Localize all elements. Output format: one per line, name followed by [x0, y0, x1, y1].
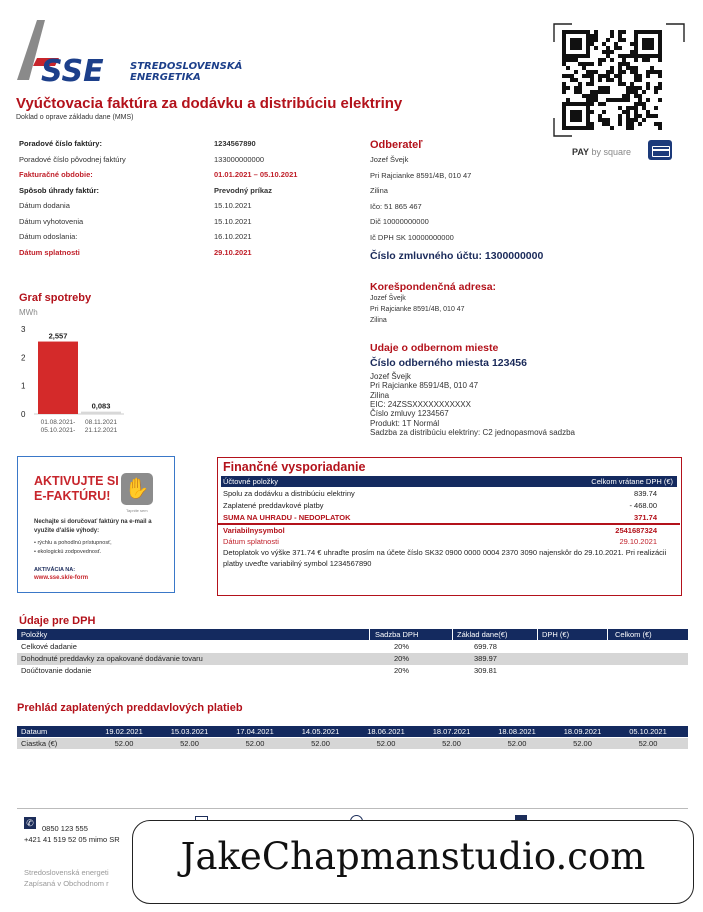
- footer-phone-1: 0850 123 555: [42, 824, 88, 833]
- footer-company-1: Stredoslovenská energeti: [24, 868, 109, 877]
- watermark-box: [132, 820, 694, 904]
- y-tick-label: 2: [21, 353, 26, 363]
- vat-cell: Dohodnuté preddavky za opakované dodávanie tovaru: [21, 654, 203, 663]
- vat-column-header: Sadzba DPH: [375, 630, 419, 639]
- vs-value: 2541687324: [615, 526, 657, 535]
- advance-amount: 52.00: [638, 739, 658, 748]
- logo-line1: STREDOSLOVENSKÁ: [130, 61, 243, 72]
- advance-date: 18.06.2021: [367, 727, 405, 736]
- invoice-field-label: Spôsob úhrady faktúr:: [19, 185, 100, 195]
- invoice-field-label: Poradové číslo pôvodnej faktúry: [19, 154, 126, 164]
- due-label: Dátum splatnosti: [223, 537, 279, 546]
- document-subtitle: Doklad o oprave základu dane (MMS): [16, 114, 134, 121]
- address-line: Zilina: [370, 390, 390, 400]
- settlement-divider: [218, 523, 680, 525]
- advance-date: 15.03.2021: [170, 727, 209, 736]
- vat-row: [17, 653, 688, 665]
- tap-hand-icon: ✋: [121, 473, 153, 505]
- bar-value-label: 2,557: [48, 331, 68, 341]
- due-value: 29.10.2021: [619, 537, 657, 546]
- address-line: Pri Rajcianke 8591/4B, 010 47: [370, 381, 479, 391]
- vat-cell: 20%: [394, 666, 410, 675]
- address-line: Ič DPH SK 10000000000: [370, 232, 454, 242]
- efaktura-title-2: E-FAKTÚRU!: [34, 489, 111, 503]
- advance-date: 18.07.2021: [432, 727, 471, 736]
- vat-cell: 20%: [394, 654, 410, 663]
- logo-line2: ENERGETIKA: [130, 72, 201, 83]
- vat-column-header: DPH (€): [542, 630, 570, 639]
- qr-panel: [552, 22, 686, 162]
- settlement-heading: Finančné vysporiadanie: [223, 460, 366, 474]
- efaktura-banner[interactable]: [17, 456, 175, 593]
- qr-code-icon[interactable]: [562, 30, 662, 130]
- settlement-header-row: [221, 476, 677, 487]
- contract-account: Číslo zmluvného účtu: 1300000000: [370, 250, 544, 262]
- vat-column-header: Celkom (€): [615, 630, 652, 639]
- efaktura-bullet-2: • ekologickú zodpovednosť.: [34, 549, 102, 555]
- advance-amount: 52.00: [180, 739, 199, 748]
- invoice-field-label: Dátum dodania: [19, 201, 70, 210]
- footer-divider: [17, 808, 688, 809]
- invoice-field-value: Prevodný príkaz: [214, 185, 272, 195]
- consumption-heading: Udaje o odbernom mieste: [370, 342, 499, 354]
- x-tick-label: 05.10.2021-: [40, 427, 76, 434]
- total-label: SUMA NA UHRADU - NEDOPLATOK: [223, 513, 351, 522]
- settlement-row-label: Zaplatené preddavkové platby: [223, 501, 324, 510]
- vat-col-divider: [607, 629, 608, 640]
- vat-cell: 389.97: [474, 654, 497, 663]
- x-tick-label: 01.08.2021-: [40, 419, 76, 426]
- advance-amount: 52.00: [573, 739, 592, 748]
- chart-title: Graf spotreby: [19, 292, 92, 304]
- efaktura-title-1: AKTIVUJTE SI: [34, 474, 119, 488]
- correspondence-heading: Korešpondenčná adresa:: [370, 281, 497, 293]
- chart-ylabel: MWh: [19, 308, 38, 317]
- settlement-row-value: 839.74: [634, 489, 657, 498]
- bar-value-label: 0,083: [91, 401, 111, 411]
- efaktura-activation-label: AKTIVÁCIA NA:: [34, 567, 76, 573]
- advance-date: 19.02.2021: [105, 727, 143, 736]
- col-items-header: Účtovné položky: [223, 477, 279, 486]
- svg-text:SSE: SSE: [41, 54, 104, 88]
- advance-date: 05.10.2021: [629, 727, 667, 736]
- total-value: 371.74: [634, 513, 657, 522]
- watermark-text: JakeChapmanstudio.com: [180, 835, 646, 878]
- invoice-field-value: 15.10.2021: [214, 216, 252, 226]
- advance-amount: 52.00: [114, 739, 134, 748]
- advances-amount-label: Ciastka (€): [21, 739, 58, 748]
- advance-date: 18.09.2021: [563, 727, 602, 736]
- vat-col-divider: [369, 629, 370, 640]
- advance-amount: 52.00: [442, 739, 461, 748]
- efaktura-url[interactable]: www.sse.sk/e-form: [34, 575, 89, 581]
- footer-phone-2: +421 41 519 52 05 mimo SR: [24, 835, 120, 844]
- y-tick-label: 0: [21, 410, 26, 419]
- settlement-box: [217, 457, 682, 596]
- bar: [81, 412, 121, 414]
- address-line: Pri Rajcianke 8591/4B, 010 47: [370, 306, 465, 313]
- footer-company-2: Zapísaná v Obchodnom r: [24, 879, 109, 888]
- advance-date: 14.05.2021: [301, 727, 340, 736]
- vat-header-row: [17, 629, 688, 640]
- address-line: EIC: 24ZSSXXXXXXXXXXX: [370, 399, 471, 409]
- invoice-field-value: 1234567890: [214, 139, 256, 148]
- due-row: [223, 537, 671, 546]
- invoice-field-label: Dátum splatnosti: [19, 247, 80, 257]
- vat-column-header: Položky: [21, 630, 48, 639]
- address-line: Jozef Švejk: [370, 295, 406, 302]
- advance-amount: 52.00: [507, 739, 527, 748]
- vat-cell: Doúčtovanie dodanie: [21, 666, 92, 675]
- pay-label: PAY: [572, 147, 590, 157]
- customer-heading: Odberateľ: [370, 139, 423, 151]
- payment-note: Detoplatok vo výške 371.74 € uhraďte prosím na účete číslo SK32 0900 0000 0004 2370 3090 najenskôr do 29.10.2021. Pri realizácii platby uveďte variabilný symbol 1234567890: [223, 548, 667, 568]
- vat-cell: 20%: [394, 642, 410, 651]
- advance-amount: 52.00: [376, 739, 396, 748]
- invoice-field-value: 01.01.2021 – 05.10.2021: [214, 170, 298, 179]
- document-title: Vyúčtovacia faktúra za dodávku a distribúciu elektriny: [16, 95, 403, 112]
- invoice-field-label: Poradové číslo faktúry:: [19, 139, 102, 148]
- settlement-row: [223, 501, 671, 510]
- address-line: Číslo zmluvy 1234567: [370, 409, 449, 419]
- advance-date: 17.04.2021: [236, 727, 274, 736]
- invoice-field-label: Dátum vyhotovenia: [19, 216, 84, 226]
- by-square-label: by square: [591, 147, 632, 157]
- advances-heading: Prehlád zaplatených preddavlových platieb: [17, 702, 243, 714]
- vat-col-divider: [537, 629, 538, 640]
- vat-cell: 699.78: [474, 642, 497, 651]
- efaktura-description: Nechajte si doručovať faktúry na e-mail a využite d'alšie výhody:: [34, 519, 152, 534]
- address-line: Pri Rajcianke 8591/4B, 010 47: [370, 170, 472, 180]
- y-tick-label: 3: [21, 325, 26, 334]
- x-tick-label: 08.11.2021: [84, 419, 118, 426]
- col-total-header: Celkom vrátane DPH (€): [591, 477, 673, 486]
- address-line: Zilina: [370, 186, 388, 195]
- settlement-row: [223, 489, 671, 498]
- consumption-number: Číslo odberného miesta 123456: [370, 357, 527, 369]
- address-line: Dič 10000000000: [370, 217, 429, 226]
- address-line: Zilina: [370, 317, 387, 324]
- phone-icon: ✆: [24, 817, 36, 829]
- bar: [38, 342, 78, 414]
- vat-row: [17, 665, 688, 677]
- invoice-field-label: Dátum odoslania:: [19, 232, 78, 241]
- invoice-field-value: 16.10.2021: [214, 232, 252, 241]
- vat-heading: Údaje pre DPH: [19, 615, 96, 627]
- address-line: Jozef Švejk: [370, 372, 411, 381]
- vat-table: [17, 629, 688, 681]
- advances-amount-row: [17, 738, 688, 749]
- address-line: Ičo: 51 865 467: [370, 201, 422, 211]
- advance-date: 18.08.2021: [498, 727, 536, 736]
- tap-caption: Tapnite sem: [126, 508, 148, 513]
- vat-cell: 309.81: [474, 666, 497, 675]
- x-tick-label: 21.12.2021: [84, 427, 118, 434]
- settlement-total-row: [223, 513, 671, 522]
- consumption-chart: [14, 318, 164, 442]
- vat-cell: Celkové dadanie: [21, 642, 77, 651]
- advance-amount: 52.00: [311, 739, 330, 748]
- vat-col-divider: [452, 629, 453, 640]
- settlement-row-label: Spolu za dodávku a distribúciu elektriny: [223, 489, 355, 498]
- address-line: Jozef Švejk: [370, 155, 409, 164]
- address-line: Produkt: 1T Normál: [370, 418, 440, 428]
- vat-row: [17, 641, 688, 653]
- efaktura-bullet-1: • rýchlu a pohodlnú prístupnosť,: [34, 540, 112, 546]
- invoice-field-value: 29.10.2021: [214, 247, 252, 257]
- advances-table: [17, 726, 688, 750]
- settlement-row-value: - 468.00: [629, 501, 657, 510]
- vat-column-header: Základ dane(€): [457, 630, 508, 639]
- vs-label: Variabilnysymbol: [223, 526, 285, 535]
- invoice-field-value: 15.10.2021: [214, 201, 252, 210]
- advances-date-label: Dataum: [21, 727, 48, 736]
- advance-amount: 52.00: [245, 739, 265, 748]
- advances-date-row: [17, 726, 688, 737]
- vs-row: [223, 526, 671, 535]
- invoice-field-value: 133000000000: [214, 154, 265, 164]
- address-line: Sadzba za distribúciu elektriny: C2 jednopasmová sadzba: [370, 427, 576, 437]
- y-tick-label: 1: [21, 381, 26, 391]
- payment-card-icon: [648, 140, 672, 160]
- invoice-field-label: Fakturačné obdobie:: [19, 170, 93, 179]
